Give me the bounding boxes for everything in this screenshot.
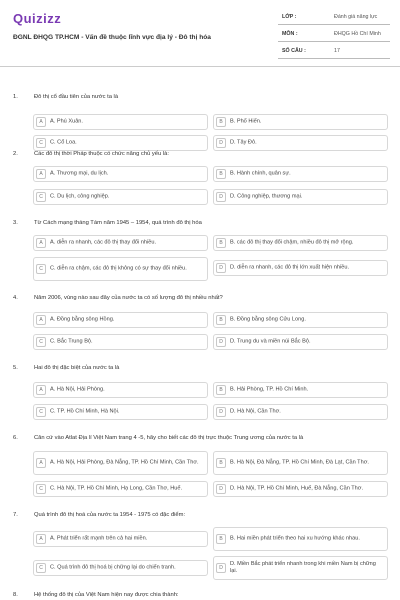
option-4a[interactable] <box>33 312 208 328</box>
option-text: D. Miền Bắc phát triển nhanh trong khi miền Nam bị chững lại. <box>230 561 376 574</box>
option-text: A. Phú Xuân. <box>50 118 83 125</box>
option-text: B. Hai miền phát triển theo hai xu hướng khác nhau. <box>230 535 360 542</box>
option-letter: B <box>216 169 226 179</box>
option-4d[interactable] <box>213 334 388 350</box>
question-text: Hệ thống đô thị của Việt Nam hiện nay được chia thành: <box>34 592 179 598</box>
question-number: 6. <box>13 435 18 441</box>
option-letter: C <box>36 138 46 148</box>
option-text: C. Cổ Loa. <box>50 139 77 146</box>
option-3d[interactable] <box>213 260 388 276</box>
question-number: 7. <box>13 512 18 518</box>
option-letter: B <box>216 385 226 395</box>
option-letter: A <box>36 458 46 468</box>
question-number: 5. <box>13 365 18 371</box>
option-text: D. Công nghiệp, thương mại. <box>230 193 303 200</box>
option-5d[interactable] <box>213 404 388 420</box>
option-letter: D <box>216 484 226 494</box>
option-text: B. Đồng bằng sông Cửu Long. <box>230 316 306 323</box>
question-number: 1. <box>13 94 18 100</box>
question-number: 8. <box>13 592 18 598</box>
option-2d[interactable] <box>213 189 388 205</box>
option-letter: D <box>216 138 226 148</box>
option-text: B. Hành chính, quân sự. <box>230 170 291 177</box>
option-text: D. Hà Nội, TP. Hồ Chí Minh, Huế, Đà Nẵng, Cần Thơ. <box>230 485 364 492</box>
option-5c[interactable] <box>33 404 208 420</box>
option-3b[interactable] <box>213 235 388 251</box>
option-text: A. Hà Nội, Hải Phòng, Đà Nẵng, TP. Hồ Chí Minh, Cần Thơ. <box>50 459 199 466</box>
option-text: C. diễn ra chậm, các đô thị không có sự thay đổi nhiều. <box>50 265 187 272</box>
option-text: C. Quá trình đô thị hoá bị chững lại do chiến tranh. <box>50 564 176 571</box>
option-1c[interactable] <box>33 135 208 151</box>
option-text: B. Hà Nội, Đà Nẵng, TP. Hồ Chí Minh, Đà Lạt, Cần Thơ. <box>230 459 369 466</box>
document-title: ĐGNL ĐHQG TP.HCM - Vấn đề thuộc lĩnh vực địa lý - Đô thị hóa <box>13 34 211 41</box>
option-letter: D <box>216 192 226 202</box>
option-letter: C <box>36 484 46 494</box>
question-text: Đô thị cổ đầu tiên của nước ta là <box>34 94 119 100</box>
meta-row-question-count <box>278 42 390 59</box>
option-letter: B <box>216 238 226 248</box>
meta-value: ĐHQG Hồ Chí Minh <box>334 31 381 37</box>
meta-row-subject <box>278 25 390 42</box>
option-letter: A <box>36 169 46 179</box>
option-letter: A <box>36 315 46 325</box>
option-5a[interactable] <box>33 382 208 398</box>
option-7d[interactable] <box>213 556 388 580</box>
option-3c[interactable] <box>33 257 208 281</box>
option-text: A. Phát triển rất mạnh trên cả hai miền. <box>50 535 148 542</box>
option-text: B. Hải Phòng, TP. Hồ Chí Minh. <box>230 386 309 393</box>
meta-value: Đánh giá năng lực <box>334 14 378 20</box>
option-text: D. diễn ra nhanh, các đô thị lớn xuất hiện nhiều. <box>230 264 350 271</box>
option-text: C. TP. Hồ Chí Minh, Hà Nội. <box>50 408 120 415</box>
option-3a[interactable] <box>33 235 208 251</box>
header-divider <box>0 66 400 67</box>
question-text: Quá trình đô thị hoá của nước ta 1954 - 1975 có đặc điểm: <box>34 512 186 518</box>
meta-label: MÔN : <box>282 31 298 37</box>
question-text: Từ Cách mạng tháng Tám năm 1945 – 1954, quá trình đô thị hóa <box>34 220 202 226</box>
option-text: C. Bắc Trung Bộ. <box>50 338 93 345</box>
option-6b[interactable] <box>213 451 388 475</box>
option-7b[interactable] <box>213 527 388 551</box>
option-letter: C <box>36 192 46 202</box>
option-text: A. Hà Nội, Hải Phòng. <box>50 386 105 393</box>
meta-row-class <box>278 8 390 25</box>
option-letter: B <box>216 458 226 468</box>
option-7a[interactable] <box>33 531 208 547</box>
option-6c[interactable] <box>33 481 208 497</box>
question-text: Các đô thị thời Pháp thuộc có chức năng chủ yếu là: <box>34 151 169 157</box>
question-number: 2. <box>13 151 18 157</box>
option-2a[interactable] <box>33 166 208 182</box>
option-text: C. Hà Nội, TP. Hồ Chí Minh, Hạ Long, Cần Thơ, Huế. <box>50 485 183 492</box>
option-letter: C <box>36 563 46 573</box>
option-5b[interactable] <box>213 382 388 398</box>
option-1a[interactable] <box>33 114 208 130</box>
option-4b[interactable] <box>213 312 388 328</box>
option-text: A. Đồng bằng sông Hồng. <box>50 316 115 323</box>
option-1b[interactable] <box>213 114 388 130</box>
option-letter: A <box>36 534 46 544</box>
question-number: 3. <box>13 220 18 226</box>
option-text: D. Hà Nội, Cần Thơ. <box>230 408 281 415</box>
option-letter: B <box>216 117 226 127</box>
option-2c[interactable] <box>33 189 208 205</box>
meta-table <box>278 8 390 59</box>
question-number: 4. <box>13 295 18 301</box>
option-1d[interactable] <box>213 135 388 151</box>
option-text: D. Trung du và miền núi Bắc Bộ. <box>230 338 311 345</box>
option-text: D. Tây Đô. <box>230 139 257 146</box>
option-letter: C <box>36 264 46 274</box>
option-letter: A <box>36 238 46 248</box>
option-text: C. Du lịch, công nghiệp. <box>50 193 110 200</box>
option-letter: A <box>36 385 46 395</box>
option-letter: D <box>216 337 226 347</box>
option-text: A. Thương mại, du lịch. <box>50 170 109 177</box>
question-text: Căn cứ vào Atlat Địa lí Việt Nam trang 4 -5, hãy cho biết các đô thị trực thuộc Trung ương của nước ta là <box>34 435 304 441</box>
quizizz-logo: Quizizz <box>13 11 62 26</box>
option-letter: D <box>216 563 226 573</box>
option-letter: B <box>216 315 226 325</box>
option-text: B. Phố Hiến. <box>230 118 262 125</box>
option-6a[interactable] <box>33 451 208 475</box>
page-header <box>0 0 400 66</box>
option-letter: C <box>36 337 46 347</box>
question-text: Năm 2006, vùng nào sau đây của nước ta có số lượng đô thị nhiều nhất? <box>34 295 223 301</box>
meta-value: 17 <box>334 48 340 54</box>
option-7c[interactable] <box>33 560 208 576</box>
option-2b[interactable] <box>213 166 388 182</box>
option-letter: D <box>216 407 226 417</box>
meta-label: SỐ CÂU : <box>282 48 306 54</box>
question-text: Hai đô thị đặc biệt của nước ta là <box>34 365 120 371</box>
option-text: B. các đô thị thay đổi chậm, nhiều đô thị mở rộng. <box>230 239 354 246</box>
option-letter: A <box>36 117 46 127</box>
option-text: A. diễn ra nhanh, các đô thị thay đổi nhiều. <box>50 239 157 246</box>
option-6d[interactable] <box>213 481 388 497</box>
meta-label: LỚP : <box>282 14 297 20</box>
option-letter: B <box>216 534 226 544</box>
option-letter: C <box>36 407 46 417</box>
option-letter: D <box>216 263 226 273</box>
option-4c[interactable] <box>33 334 208 350</box>
